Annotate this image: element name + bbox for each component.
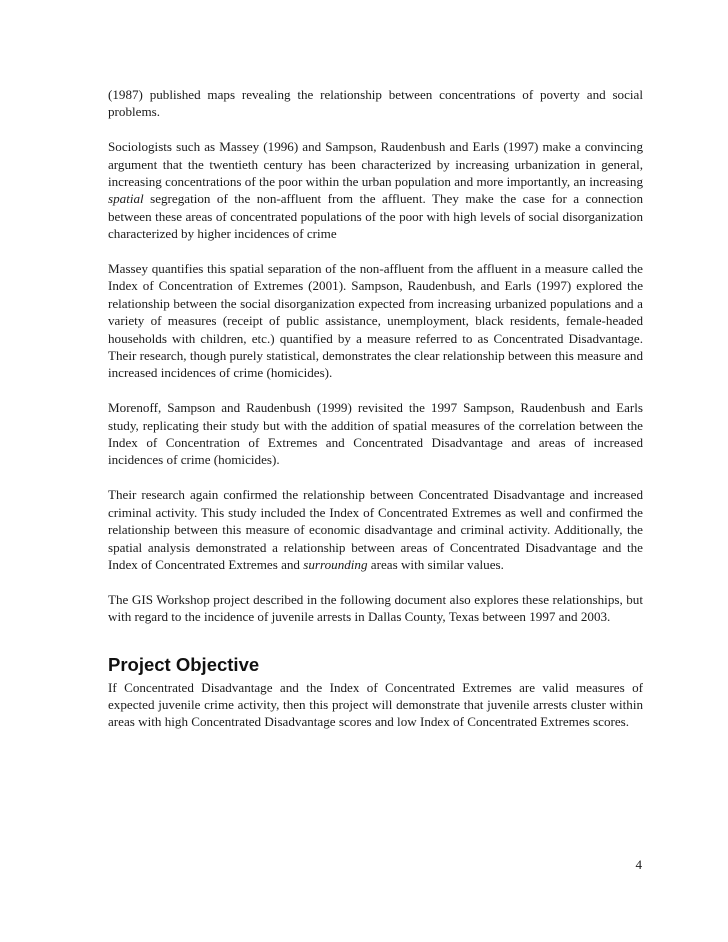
paragraph-research-text-1: Their research again confirmed the relationship between Concentrated Disadvantage and increased criminal activity. This study included the Index of Concentrated Extremes as well and confirmed the relationship between this measure of economic disadvantage and criminal activity. Additionally, the spatial analysis demonstrated a relationship between areas of Concentrated Disadvantage and the Index of Concentrated Extremes and — [108, 487, 643, 572]
paragraph-research — [108, 486, 643, 573]
paragraph-morenoff-text: Morenoff, Sampson and Raudenbush (1999) revisited the 1997 Sampson, Raudenbush and Earls study, replicating their study but with the addition of spatial measures of the correlation between the Index of Concentration of Extremes and Concentrated Disadvantage and areas of increased incidences of crime (homicides). — [108, 400, 643, 468]
paragraph-gis-workshop — [108, 591, 643, 626]
paragraph-morenoff — [108, 399, 643, 469]
paragraph-intro — [108, 86, 643, 121]
paragraph-gis-workshop-text: The GIS Workshop project described in the following document also explores these relationships, but with regard to the incidence of juvenile arrests in Dallas County, Texas between 1997 and 2003. — [108, 591, 643, 625]
paragraph-massey-text: Massey quantifies this spatial separation of the non-affluent from the affluent in a measure called the Index of Concentration of Extremes (2001). Sampson, Raudenbush, and Earls (1997) explored the relationship between the social disorganization expected from increasing urbanized populations and a variety of measures (receipt of public assistance, unemployment, black residents, female-headed households with children, etc.) quantified by a measure referred to as Concentrated Disadvantage. Their research, though purely statistical, demonstrates the clear relationship between this measure and increased incidences of crime (homicides). — [108, 261, 643, 381]
paragraph-sociologists-text-2: segregation of the non-affluent from the affluent. They make the case for a connection between these areas of concentrated populations of the poor with high levels of social disorganization characterized by higher incidences of crime — [108, 191, 643, 242]
paragraph-research-text-2: areas with similar values. — [367, 556, 504, 572]
page-number: 4 — [635, 857, 642, 872]
paragraph-massey — [108, 260, 643, 382]
paragraph-sociologists — [108, 138, 643, 242]
section-heading-project-objective: Project Objective — [108, 653, 260, 675]
paragraph-sociologists-text-1: Sociologists such as Massey (1996) and Sampson, Raudenbush and Earls (1997) make a convincing argument that the twentieth century has been characterized by increasing urbanization in general, increasing concentrations of the poor within the urban population and more importantly, an increasing — [108, 139, 643, 190]
paragraph-project-objective: If Concentrated Disadvantage and the Index of Concentrated Extremes are valid measures of expected juvenile crime activity, then this project will demonstrate that juvenile arrests cluster within areas with high Concentrated Disadvantage scores and low Index of Concentrated Extremes scores. — [108, 679, 643, 730]
paragraph-intro-text: (1987) published maps revealing the relationship between concentrations of poverty and social problems. — [108, 87, 643, 120]
page-content — [108, 86, 643, 748]
emphasis-spatial: spatial — [108, 191, 144, 207]
emphasis-surrounding: surrounding — [303, 556, 368, 572]
